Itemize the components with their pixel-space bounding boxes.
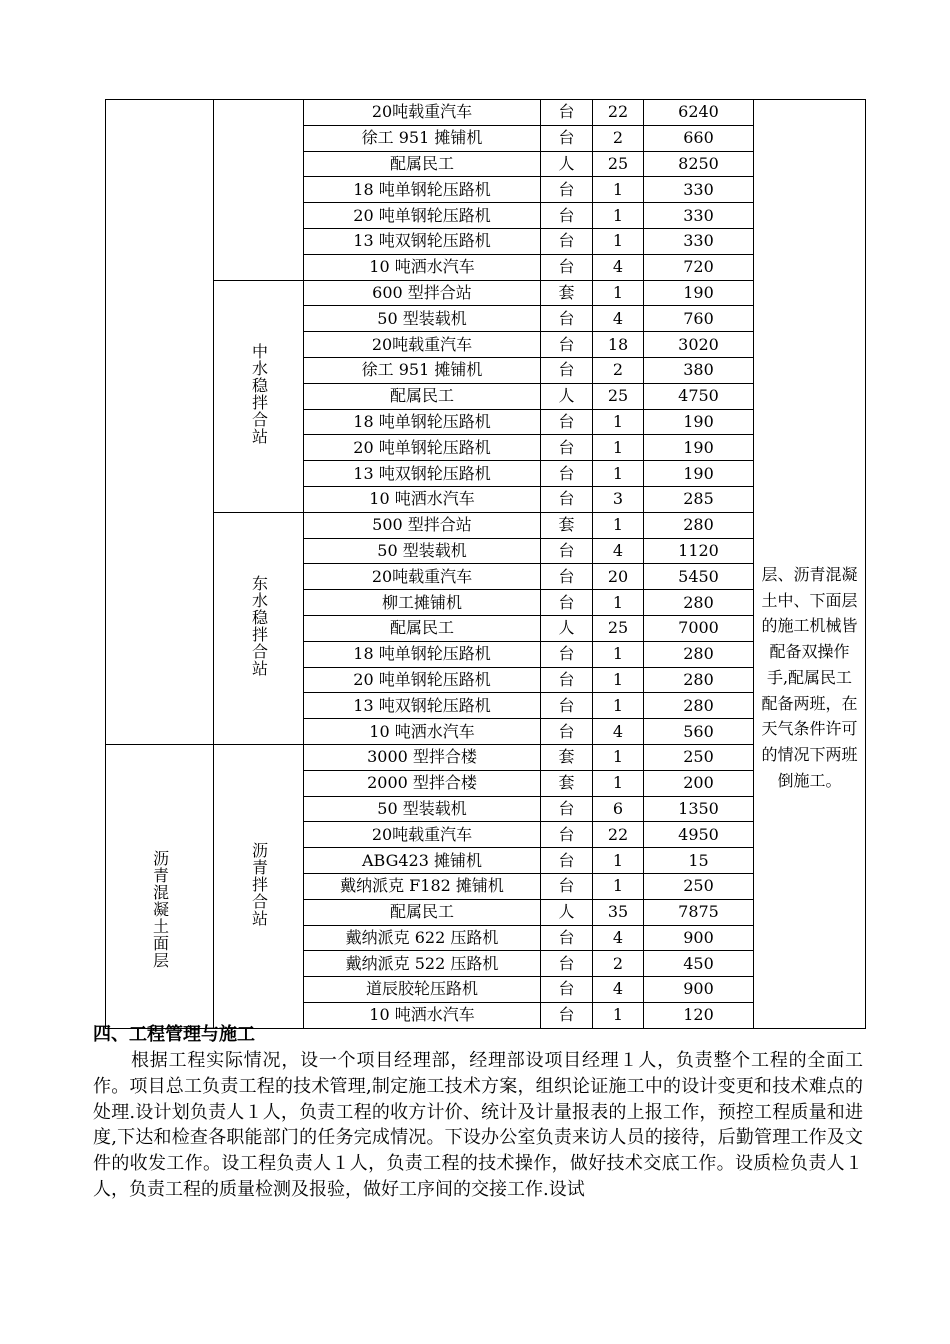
amount-cell: 8250 [644,151,754,177]
quantity-cell: 35 [593,899,644,925]
quantity-cell: 4 [593,254,644,280]
unit-cell: 台 [541,873,593,899]
table-row [106,744,866,770]
station-cell [214,100,304,281]
unit-cell: 台 [541,590,593,616]
equipment-name-cell: 20 吨单钢轮压路机 [304,435,541,461]
unit-cell: 台 [541,977,593,1003]
quantity-cell: 4 [593,306,644,332]
amount-cell: 190 [644,435,754,461]
table-row [106,100,866,126]
equipment-name-cell: 10 吨洒水汽车 [304,719,541,745]
table-row [106,280,866,306]
quantity-cell: 1 [593,693,644,719]
amount-cell: 285 [644,486,754,512]
station-cell [214,280,304,512]
quantity-cell: 18 [593,332,644,358]
equipment-name-cell: 10 吨洒水汽车 [304,254,541,280]
quantity-cell: 25 [593,383,644,409]
equipment-name-cell: ABG423 摊铺机 [304,848,541,874]
amount-cell: 330 [644,177,754,203]
station-cell [214,744,304,1028]
unit-cell: 台 [541,254,593,280]
unit-cell: 台 [541,357,593,383]
unit-cell: 台 [541,719,593,745]
quantity-cell: 1 [593,461,644,487]
amount-cell: 280 [644,693,754,719]
equipment-name-cell: 13 吨双钢轮压路机 [304,228,541,254]
remarks-cell [754,100,866,1029]
amount-cell: 5450 [644,564,754,590]
unit-cell: 台 [541,796,593,822]
amount-cell: 7875 [644,899,754,925]
unit-cell: 台 [541,100,593,126]
equipment-name-cell: 50 型装载机 [304,538,541,564]
equipment-name-cell: 13 吨双钢轮压路机 [304,461,541,487]
quantity-cell: 1 [593,770,644,796]
amount-cell: 6240 [644,100,754,126]
quantity-cell: 1 [593,203,644,229]
equipment-name-cell: 18 吨单钢轮压路机 [304,177,541,203]
quantity-cell: 2 [593,357,644,383]
equipment-name-cell: 徐工 951 摊铺机 [304,357,541,383]
amount-cell: 280 [644,667,754,693]
equipment-name-cell: 戴纳派克 522 压路机 [304,951,541,977]
equipment-name-cell: 配属民工 [304,383,541,409]
unit-cell: 台 [541,667,593,693]
equipment-name-cell: 20 吨单钢轮压路机 [304,203,541,229]
quantity-cell: 22 [593,822,644,848]
station-label: 东水稳拌合站 [249,575,269,678]
remarks-text: 层、沥青混凝土中、下面层的施工机械皆配备双操作手,配属民工配备两班，在天气条件许可的情况下两班倒施工。 [761,565,858,790]
amount-cell: 190 [644,461,754,487]
unit-cell: 台 [541,125,593,151]
amount-cell: 3020 [644,332,754,358]
unit-cell: 台 [541,693,593,719]
unit-cell: 台 [541,435,593,461]
quantity-cell: 1 [593,873,644,899]
amount-cell: 280 [644,590,754,616]
station-label: 沥青拌合站 [249,841,269,927]
quantity-cell: 1 [593,744,644,770]
layer-cell [106,100,214,745]
equipment-name-cell: 配属民工 [304,151,541,177]
equipment-name-cell: 500 型拌合站 [304,512,541,538]
equipment-table [105,99,866,1029]
layer-cell [106,744,214,1028]
quantity-cell: 20 [593,564,644,590]
equipment-name-cell: 10 吨洒水汽车 [304,1002,541,1028]
equipment-name-cell: 配属民工 [304,615,541,641]
amount-cell: 760 [644,306,754,332]
amount-cell: 1120 [644,538,754,564]
equipment-name-cell: 18 吨单钢轮压路机 [304,641,541,667]
amount-cell: 190 [644,409,754,435]
amount-cell: 560 [644,719,754,745]
quantity-cell: 1 [593,409,644,435]
amount-cell: 280 [644,641,754,667]
amount-cell: 1350 [644,796,754,822]
equipment-name-cell: 柳工摊铺机 [304,590,541,616]
equipment-name-cell: 13 吨双钢轮压路机 [304,693,541,719]
unit-cell: 台 [541,641,593,667]
quantity-cell: 4 [593,719,644,745]
unit-cell: 人 [541,383,593,409]
station-label: 中水稳拌合站 [249,343,269,446]
unit-cell: 台 [541,332,593,358]
unit-cell: 台 [541,538,593,564]
unit-cell: 台 [541,951,593,977]
unit-cell: 人 [541,899,593,925]
amount-cell: 900 [644,925,754,951]
equipment-name-cell: 50 型装载机 [304,796,541,822]
amount-cell: 380 [644,357,754,383]
equipment-table-body [106,100,866,1029]
equipment-name-cell: 20吨载重汽车 [304,564,541,590]
quantity-cell: 1 [593,590,644,616]
equipment-name-cell: 20吨载重汽车 [304,100,541,126]
quantity-cell: 1 [593,1002,644,1028]
equipment-name-cell: 2000 型拌合楼 [304,770,541,796]
unit-cell: 套 [541,744,593,770]
quantity-cell: 1 [593,228,644,254]
unit-cell: 套 [541,770,593,796]
equipment-name-cell: 道辰胶轮压路机 [304,977,541,1003]
amount-cell: 250 [644,873,754,899]
amount-cell: 7000 [644,615,754,641]
section-paragraph: 根据工程实际情况，设一个项目经理部，经理部设项目经理１人，负责整个工程的全面工作。项目总工负责工程的技术管理,制定施工技术方案，组织论证施工中的设计变更和技术难点的处理.设计划负责人１人，负责工程的收方计价、统计及计量报表的上报工作，预控工程质量和进度,下达和检查各职能部门的任务完成情况。下设办公室负责来访人员的接待，后勤管理工作及文件的收发工作。设工程负责人１人，负责工程的技术操作，做好技术交底工作。设质检负责人１人，负责工程的质量检测及报验，做好工序间的交接工作.设试 [93,1050,863,1200]
equipment-name-cell: 20吨载重汽车 [304,332,541,358]
amount-cell: 450 [644,951,754,977]
equipment-name-cell: 配属民工 [304,899,541,925]
quantity-cell: 6 [593,796,644,822]
amount-cell: 200 [644,770,754,796]
amount-cell: 120 [644,1002,754,1028]
equipment-name-cell: 戴纳派克 622 压路机 [304,925,541,951]
equipment-name-cell: 50 型装载机 [304,306,541,332]
unit-cell: 台 [541,461,593,487]
management-section [93,1022,863,1203]
unit-cell: 台 [541,1002,593,1028]
unit-cell: 套 [541,512,593,538]
quantity-cell: 4 [593,538,644,564]
layer-label: 沥青混凝土面层 [150,849,170,969]
equipment-name-cell: 20吨载重汽车 [304,822,541,848]
unit-cell: 台 [541,564,593,590]
amount-cell: 250 [644,744,754,770]
quantity-cell: 1 [593,641,644,667]
table-row [106,512,866,538]
quantity-cell: 25 [593,615,644,641]
equipment-name-cell: 600 型拌合站 [304,280,541,306]
quantity-cell: 25 [593,151,644,177]
equipment-name-cell: 18 吨单钢轮压路机 [304,409,541,435]
amount-cell: 4950 [644,822,754,848]
amount-cell: 4750 [644,383,754,409]
amount-cell: 900 [644,977,754,1003]
unit-cell: 台 [541,228,593,254]
amount-cell: 330 [644,203,754,229]
amount-cell: 280 [644,512,754,538]
quantity-cell: 1 [593,280,644,306]
station-cell [214,512,304,744]
amount-cell: 660 [644,125,754,151]
equipment-name-cell: 戴纳派克 F182 摊铺机 [304,873,541,899]
quantity-cell: 2 [593,951,644,977]
unit-cell: 人 [541,615,593,641]
unit-cell: 台 [541,409,593,435]
quantity-cell: 2 [593,125,644,151]
equipment-name-cell: 徐工 951 摊铺机 [304,125,541,151]
quantity-cell: 1 [593,177,644,203]
equipment-name-cell: 20 吨单钢轮压路机 [304,667,541,693]
quantity-cell: 1 [593,848,644,874]
equipment-name-cell: 3000 型拌合楼 [304,744,541,770]
amount-cell: 15 [644,848,754,874]
unit-cell: 台 [541,848,593,874]
equipment-name-cell: 10 吨洒水汽车 [304,486,541,512]
unit-cell: 人 [541,151,593,177]
quantity-cell: 1 [593,512,644,538]
unit-cell: 台 [541,203,593,229]
quantity-cell: 3 [593,486,644,512]
section-heading: 四、工程管理与施工 [93,1024,255,1045]
unit-cell: 台 [541,306,593,332]
unit-cell: 台 [541,177,593,203]
amount-cell: 330 [644,228,754,254]
quantity-cell: 22 [593,100,644,126]
quantity-cell: 4 [593,925,644,951]
unit-cell: 台 [541,925,593,951]
unit-cell: 台 [541,822,593,848]
quantity-cell: 4 [593,977,644,1003]
amount-cell: 720 [644,254,754,280]
unit-cell: 台 [541,486,593,512]
quantity-cell: 1 [593,667,644,693]
quantity-cell: 1 [593,435,644,461]
unit-cell: 套 [541,280,593,306]
amount-cell: 190 [644,280,754,306]
